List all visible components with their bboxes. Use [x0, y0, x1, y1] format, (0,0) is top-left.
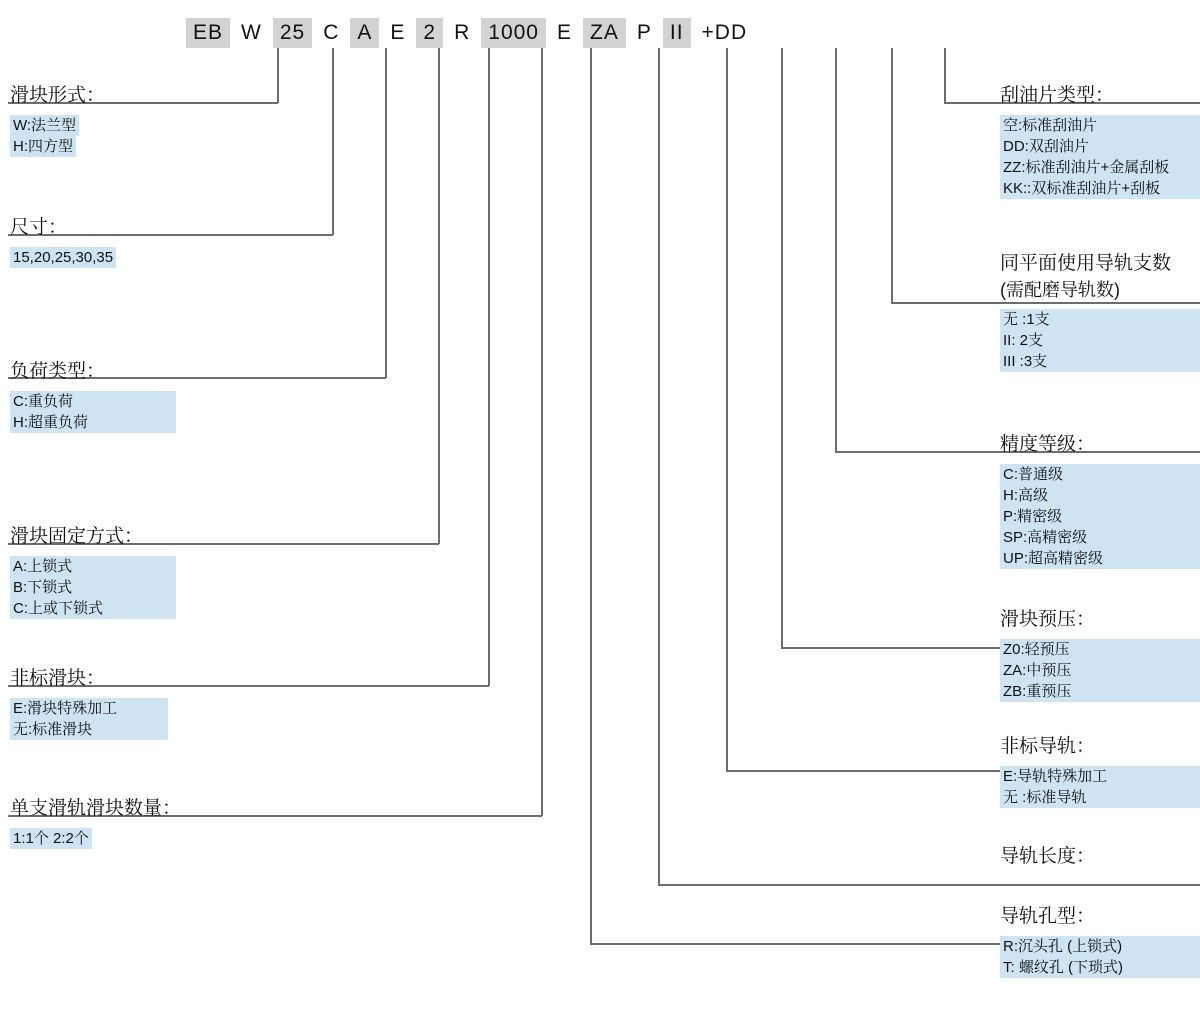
- callout-title: 导轨孔型：: [1000, 906, 1096, 927]
- option-item: 1:1个 2:2个: [10, 828, 92, 849]
- leader-line: [944, 48, 946, 103]
- leader-line: [590, 48, 592, 944]
- code-chip: 2: [416, 18, 443, 48]
- option-item: A:上锁式: [10, 556, 176, 577]
- callout-options: [1000, 766, 1200, 808]
- code-chip: II: [663, 18, 691, 48]
- option-item: E:导轨特殊加工: [1000, 766, 1200, 787]
- leader-line: [658, 884, 1200, 886]
- callout-title: 导轨长度：: [1000, 846, 1096, 867]
- model-code-string: [186, 18, 758, 48]
- callout-block-rail-hole-type: [1000, 905, 1200, 978]
- callout-title: 滑块固定方式：: [10, 526, 144, 547]
- callout-options: [10, 698, 168, 740]
- callout-title: 尺寸：: [10, 217, 68, 238]
- code-chip: +DD: [701, 21, 748, 44]
- callout-options: [1000, 464, 1200, 569]
- callout-options: [1000, 936, 1200, 978]
- callout-subtitle: (需配磨导轨数): [1000, 280, 1120, 300]
- leader-line: [277, 48, 279, 103]
- option-item: Z0:轻预压: [1000, 639, 1200, 660]
- callout-title: 刮油片类型：: [1000, 85, 1115, 106]
- option-item: III :3支: [1000, 351, 1200, 372]
- option-item: UP:超高精密级: [1000, 548, 1200, 569]
- option-item: 空:标准刮油片: [1000, 115, 1200, 136]
- option-item: 无 :1支: [1000, 309, 1200, 330]
- callout-block-size: [10, 216, 116, 268]
- leader-line: [658, 48, 660, 885]
- option-item: DD:双刮油片: [1000, 136, 1200, 157]
- option-item: C:上或下锁式: [10, 598, 176, 619]
- code-chip: 1000: [481, 18, 546, 48]
- option-item: C:重负荷: [10, 391, 176, 412]
- leader-line: [488, 48, 490, 686]
- code-chip: R: [454, 21, 471, 44]
- option-item: II: 2支: [1000, 330, 1200, 351]
- callout-block-rail-length: [1000, 845, 1095, 876]
- callout-options: [10, 556, 176, 619]
- option-item: H:四方型: [10, 136, 76, 157]
- option-item: KK::双标准刮油片+刮板: [1000, 178, 1200, 199]
- leader-line: [438, 48, 440, 544]
- option-item: ZB:重预压: [1000, 681, 1200, 702]
- option-item: P:精密级: [1000, 506, 1200, 527]
- leader-line: [781, 48, 783, 648]
- option-item: 15,20,25,30,35: [10, 247, 116, 268]
- callout-options: [1000, 115, 1200, 199]
- option-item: 无:标准滑块: [10, 719, 168, 740]
- code-chip: E: [556, 21, 572, 44]
- option-item: E:滑块特殊加工: [10, 698, 168, 719]
- callout-block-wiper-type: [1000, 84, 1200, 199]
- callout-block-nonstandard-rail: [1000, 735, 1200, 808]
- option-item: C:普通级: [1000, 464, 1200, 485]
- leader-line: [891, 48, 893, 303]
- code-chip: C: [323, 21, 340, 44]
- option-item: H:超重负荷: [10, 412, 176, 433]
- option-item: T: 螺纹孔 (下琐式): [1000, 957, 1200, 978]
- leader-line: [835, 48, 837, 452]
- callout-options: [10, 828, 92, 849]
- code-chip: 25: [273, 18, 312, 48]
- option-item: H:高级: [1000, 485, 1200, 506]
- leader-line: [541, 48, 543, 816]
- callout-block-rails-per-plane: [1000, 252, 1200, 372]
- callout-title: 非标导轨：: [1000, 736, 1096, 757]
- callout-title: 负荷类型：: [10, 361, 106, 382]
- callout-title: 同平面使用导轨支数: [1000, 253, 1172, 274]
- callout-title: 非标滑块：: [10, 668, 106, 689]
- leader-line: [332, 48, 334, 235]
- callout-options: [10, 247, 116, 268]
- option-item: W:法兰型: [10, 115, 79, 136]
- callout-options: [10, 115, 79, 157]
- callout-block-nonstandard-slider: [10, 667, 168, 740]
- option-item: 无 :标准导轨: [1000, 787, 1200, 808]
- callout-block-accuracy-grade: [1000, 433, 1200, 569]
- callout-options: [1000, 309, 1200, 372]
- callout-title: 滑块形式：: [10, 85, 106, 106]
- code-chip: W: [241, 21, 262, 44]
- callout-block-slider-type: [10, 84, 105, 157]
- code-chip: EB: [186, 18, 230, 48]
- callout-title: 滑块预压：: [1000, 609, 1096, 630]
- callout-block-mounting: [10, 525, 176, 619]
- callout-options: [1000, 639, 1200, 702]
- code-chip: E: [390, 21, 406, 44]
- callout-title: 单支滑轨滑块数量：: [10, 798, 182, 819]
- code-chip: A: [350, 18, 379, 48]
- callout-block-preload: [1000, 608, 1200, 702]
- option-item: B:下锁式: [10, 577, 176, 598]
- option-item: R:沉头孔 (上锁式): [1000, 936, 1200, 957]
- option-item: SP:高精密级: [1000, 527, 1200, 548]
- callout-block-load-type: [10, 360, 176, 433]
- leader-line: [385, 48, 387, 378]
- callout-options: [10, 391, 176, 433]
- option-item: ZZ:标准刮油片+金属刮板: [1000, 157, 1200, 178]
- callout-block-slider-count: [10, 797, 181, 849]
- callout-title: 精度等级：: [1000, 434, 1096, 455]
- code-chip: ZA: [583, 18, 626, 48]
- leader-line: [726, 48, 728, 771]
- code-chip: P: [636, 21, 652, 44]
- option-item: ZA:中预压: [1000, 660, 1200, 681]
